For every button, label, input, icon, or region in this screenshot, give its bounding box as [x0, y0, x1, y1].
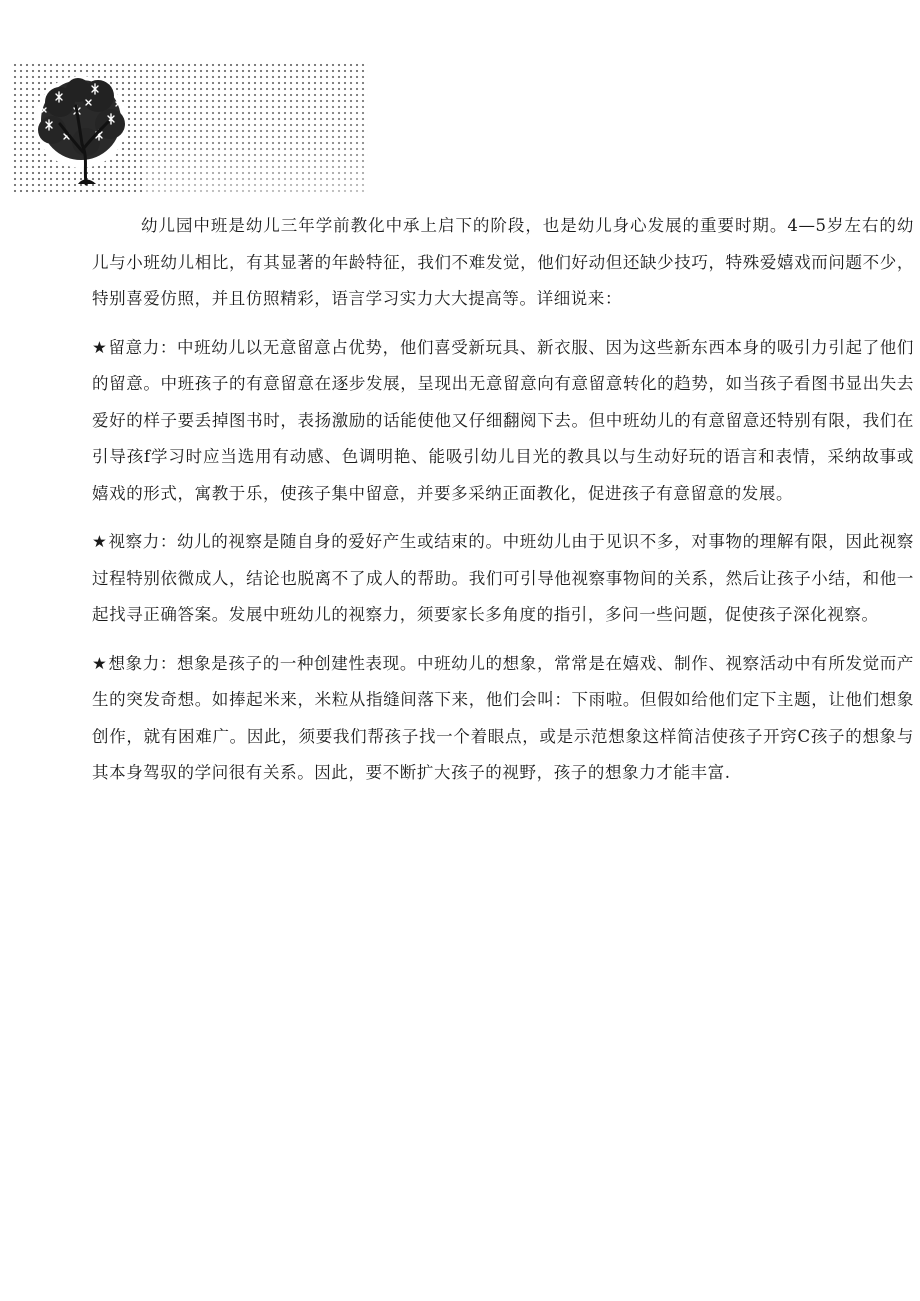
document-body: [92, 208, 914, 792]
section-imagination: [92, 646, 914, 792]
star-icon: ★: [92, 337, 108, 357]
star-icon: ★: [92, 653, 108, 673]
star-icon: ★: [92, 532, 108, 551]
section-attention-text: 留意力：中班幼儿以无意留意占优势，他们喜受新玩具、新衣服、因为这些新东西本身的吸引力引起了他们的留意。中班孩子的有意留意在逐步发展，呈现出无意留意向有意留意转化的趋势，如当孩子看图书显出失去爱好的样子要丢掉图书时，表扬激励的话能使他又仔细翻阅下去。但中班幼儿的有意留意还特别有限，我们在引导孩f学习时应当选用有动感、色调明艳、能吸引幼儿目光的教具以与生动好玩的语言和表情，采纳故事或嬉戏的形式，寓教于乐，使孩子集中留意，并要多采纳正面教化，促进孩子有意留意的发展。: [92, 337, 914, 503]
section-imagination-text: 想象力：想象是孩子的一种创建性表现。中班幼儿的想象，常常是在嬉戏、制作、视察活动中有所发觉而产生的突发奇想。如捧起米来，米粒从指缝间落下来，他们会叫：下雨啦。但假如给他们定下主题，让他们想象创作，就有困难广。因此，须要我们帮孩子找一个着眼点，或是示范想象这样简洁使孩子开窍C孩子的想象与其本身驾驭的学问很有关系。因此，要不断扩大孩子的视野，孩子的想象力才能丰富.: [92, 653, 914, 782]
section-observation: [92, 524, 914, 634]
tree-illustration: [26, 72, 138, 188]
header-banner: [12, 62, 368, 194]
banner-fade: [142, 62, 368, 194]
section-attention: [92, 330, 914, 513]
intro-paragraph: 幼儿园中班是幼儿三年学前教化中承上启下的阶段，也是幼儿身心发展的重要时期。4—5岁左右的幼儿与小班幼儿相比，有其显著的年龄特征，我们不难发觉，他们好动但还缺少技巧，特殊爱嬉戏而问题不少，特别喜爱仿照，并且仿照精彩，语言学习实力大大提高等。详细说来：: [92, 216, 914, 308]
section-observation-text: 视察力：幼儿的视察是随自身的爱好产生或结束的。中班幼儿由于见识不多，对事物的理解有限，因此视察过程特别依微成人，结论也脱离不了成人的帮助。我们可引导他视察事物间的关系，然后让孩子小结，和他一起找寻正确答案。发展中班幼儿的视察力，须要家长多角度的指引，多问一些问题，促使孩子深化视察。: [92, 532, 914, 624]
